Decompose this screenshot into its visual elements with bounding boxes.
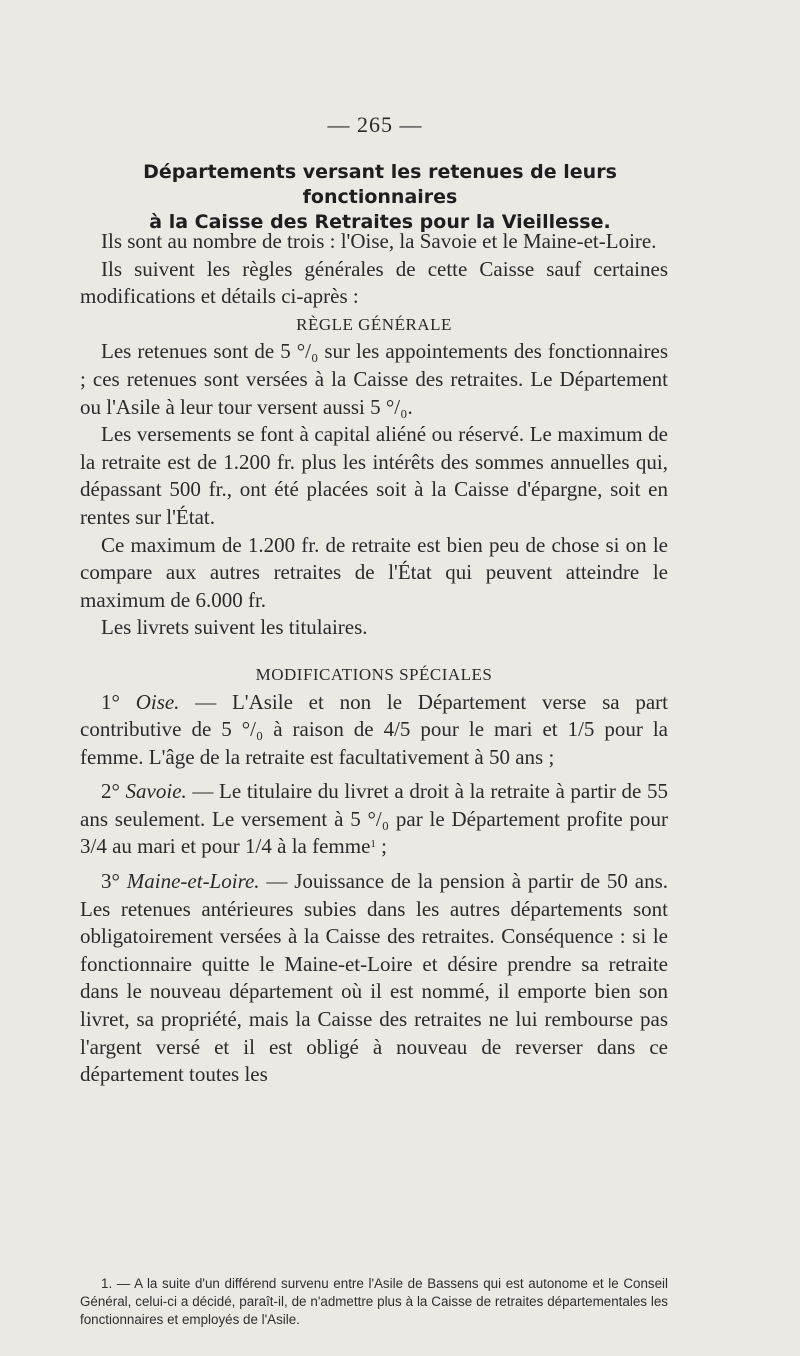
- section-title-regle-generale: RÈGLE GÉNÉRALE: [296, 314, 452, 334]
- modification-item-oise: [80, 689, 668, 772]
- item-text: — L'Asile et non le Département verse sa part contributive de 5 °/₀ à raison de 4/5 pour le mari et 1/5 pour la femme. L'âge de la retraite est facultativement à 50 ans ;: [80, 689, 668, 769]
- footnote-text: 1. — A la suite d'un différend survenu entre l'Asile de Bassens qui est autonome et le Conseil Général, celui-ci a décidé, paraît-il, de n'admettre plus à la Caisse de retraites départementales les fonctionnaires et employés de l'Asile.: [80, 1276, 668, 1327]
- item-name: Savoie.: [125, 779, 187, 804]
- regle-paragraph-1: Les retenues sont de 5 °/₀ sur les appointements des fonctionnaires ; ces retenues sont versées à la Caisse des retraites. Le Département ou l'Asile à leur tour versent aussi 5 °/₀.: [80, 339, 668, 419]
- section-title-modifications: MODIFICATIONS SPÉCIALES: [255, 664, 493, 684]
- page-heading: [80, 160, 680, 235]
- page-number: — 265 —: [327, 112, 423, 137]
- heading-line-2: à la Caisse des Retraites pour la Vieillesse.: [149, 211, 611, 233]
- regle-paragraph-2: Les versements se font à capital aliéné ou réservé. Le maximum de la retraite est de 1.200 fr. plus les intérêts des sommes annuelles qui, dépassant 500 fr., ont été placées soit à la Caisse d'épargne, soit en rentes sur l'État.: [80, 422, 668, 529]
- item-text: — Le titulaire du livret a droit à la retraite à partir de 55 ans seulement. Le versement à 5 °/₀ par le Département profite pour 3/4 au mari et pour 1/4 à la femme: [80, 779, 668, 859]
- item-name: Oise.: [135, 689, 180, 714]
- footnote: [80, 1275, 668, 1329]
- intro-paragraph-2: Ils suivent les règles générales de cette Caisse sauf certaines modifications et détails ci-après :: [80, 256, 668, 309]
- item-name: Maine-et-Loire.: [126, 869, 260, 894]
- footnote-reference: 1: [370, 838, 376, 851]
- modification-item-savoie: [80, 778, 668, 861]
- item-number: 1°: [101, 689, 120, 714]
- item-number: 2°: [101, 779, 120, 804]
- intro-paragraph-1: Ils sont au nombre de trois : l'Oise, la Savoie et le Maine-et-Loire.: [101, 229, 657, 253]
- item-number: 3°: [101, 869, 120, 894]
- item-text: — Jouissance de la pension à partir de 50 ans. Les retenues antérieures subies dans les autres départements sont obligatoirement versées à la Caisse des retraites. Conséquence : si le fonctionnaire quitte le Maine-et-Loire et désire prendre sa retraite dans le nouveau département où il est nommé, il emporte bien son livret, sa propriété, mais la Caisse des retraites ne lui rembourse pas l'argent versé et il est obligé à nouveau de reverser dans ce département toutes les: [80, 869, 669, 1087]
- body-text: [80, 228, 668, 1089]
- heading-line-1: Départements versant les retenues de leurs fonctionnaires: [143, 161, 617, 208]
- regle-paragraph-4: Les livrets suivent les titulaires.: [101, 615, 368, 640]
- modification-item-maine-et-loire: [80, 868, 668, 1089]
- regle-paragraph-3: Ce maximum de 1.200 fr. de retraite est bien peu de chose si on le compare aux autres retraites de l'État qui peuvent atteindre le maximum de 6.000 fr.: [80, 532, 668, 612]
- item-text-after: ;: [375, 834, 387, 859]
